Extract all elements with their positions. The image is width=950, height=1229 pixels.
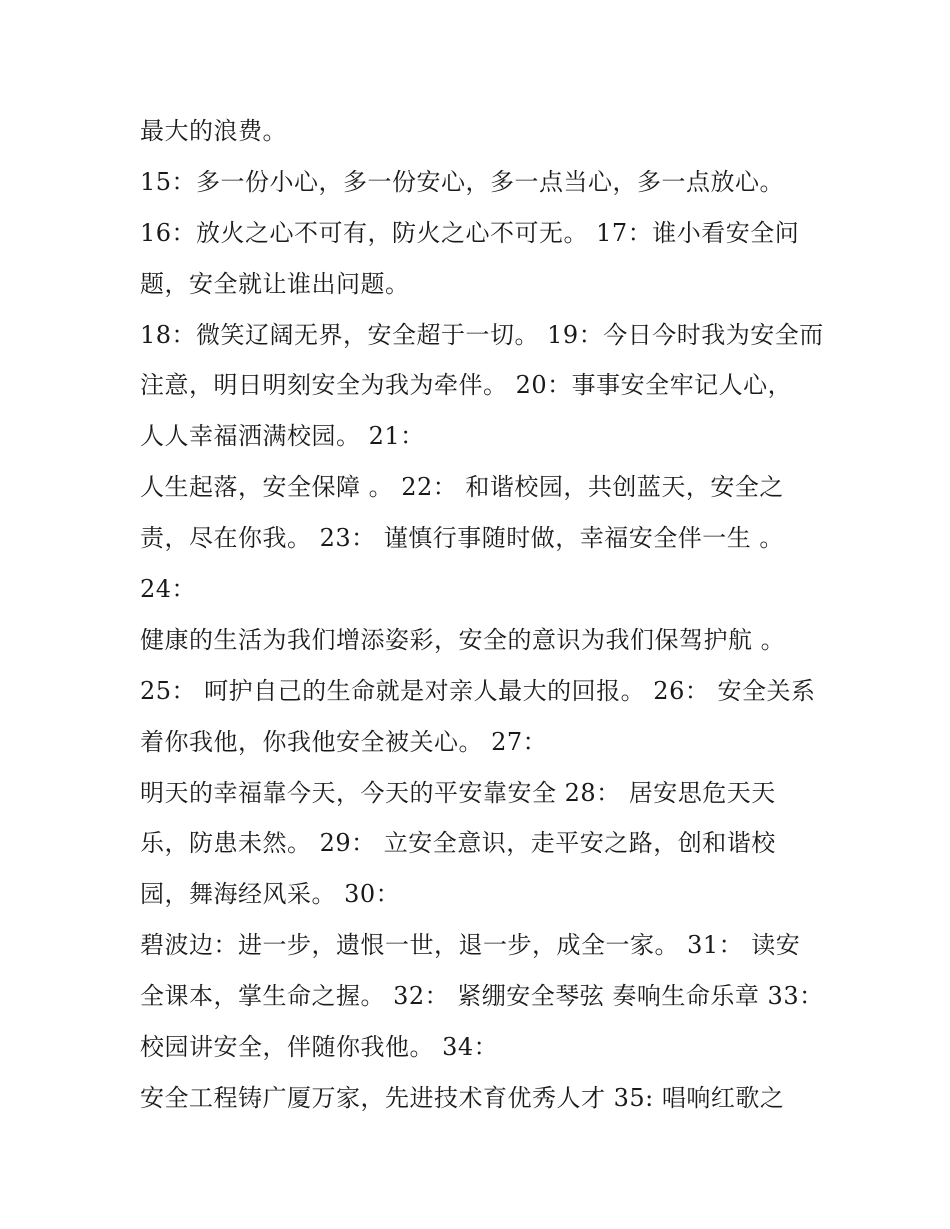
text-line: 着你我他，你我他安全被关心。 27： [140,727,548,756]
text-line: 全课本，掌生命之握。 32： 紧绷安全琴弦 奏响生命乐章 33： [140,982,824,1011]
text-line: 16：放火之心不可有，防火之心不可无。 17：谁小看安全问 [140,218,800,247]
document-body [140,106,840,1124]
text-line: 乐，防患未然。 29： 立安全意识，走平安之路，创和谐校 [140,829,776,858]
text-line: 健康的生活为我们增添姿彩，安全的意识为我们保驾护航 。 [140,625,786,654]
text-line: 题，安全就让谁出问题。 [140,269,410,298]
text-line: 校园讲安全，伴随你我他。 34： [140,1033,499,1062]
text-line: 园，舞海经风采。 30： [140,880,401,909]
text-line: 碧波边：进一步，遗恨一世，退一步，成全一家。 31： 读安 [140,931,801,960]
text-line: 注意，明日明刻安全为我为牵伴。 20：事事安全牢记人心， [140,371,793,400]
text-line: 责，尽在你我。 23： 谨慎行事随时做，幸福安全伴一生 。 [140,524,784,553]
text-line: 15：多一份小心，多一份安心，多一点当心，多一点放心。 [140,167,785,196]
text-line: 25： 呵护自己的生命就是对亲人最大的回报。 26： 安全关系 [140,676,816,705]
text-line: 安全工程铸广厦万家，先进技术育优秀人才 35: 唱响红歌之 [140,1083,785,1112]
text-line: 人人幸福洒满校园。 21： [140,422,425,451]
text-line: 人生起落，安全保障 。 22： 和谐校园，共创蓝天，安全之 [140,473,784,502]
text-line: 18：微笑辽阔无界，安全超于一切。 19：今日今时我为安全而 [140,320,824,349]
text-line: 明天的幸福靠今天，今天的平安靠安全 28： 居安思危天天 [140,778,776,807]
text-line: 24： [140,575,197,604]
text-line: 最大的浪费。 [140,117,287,145]
